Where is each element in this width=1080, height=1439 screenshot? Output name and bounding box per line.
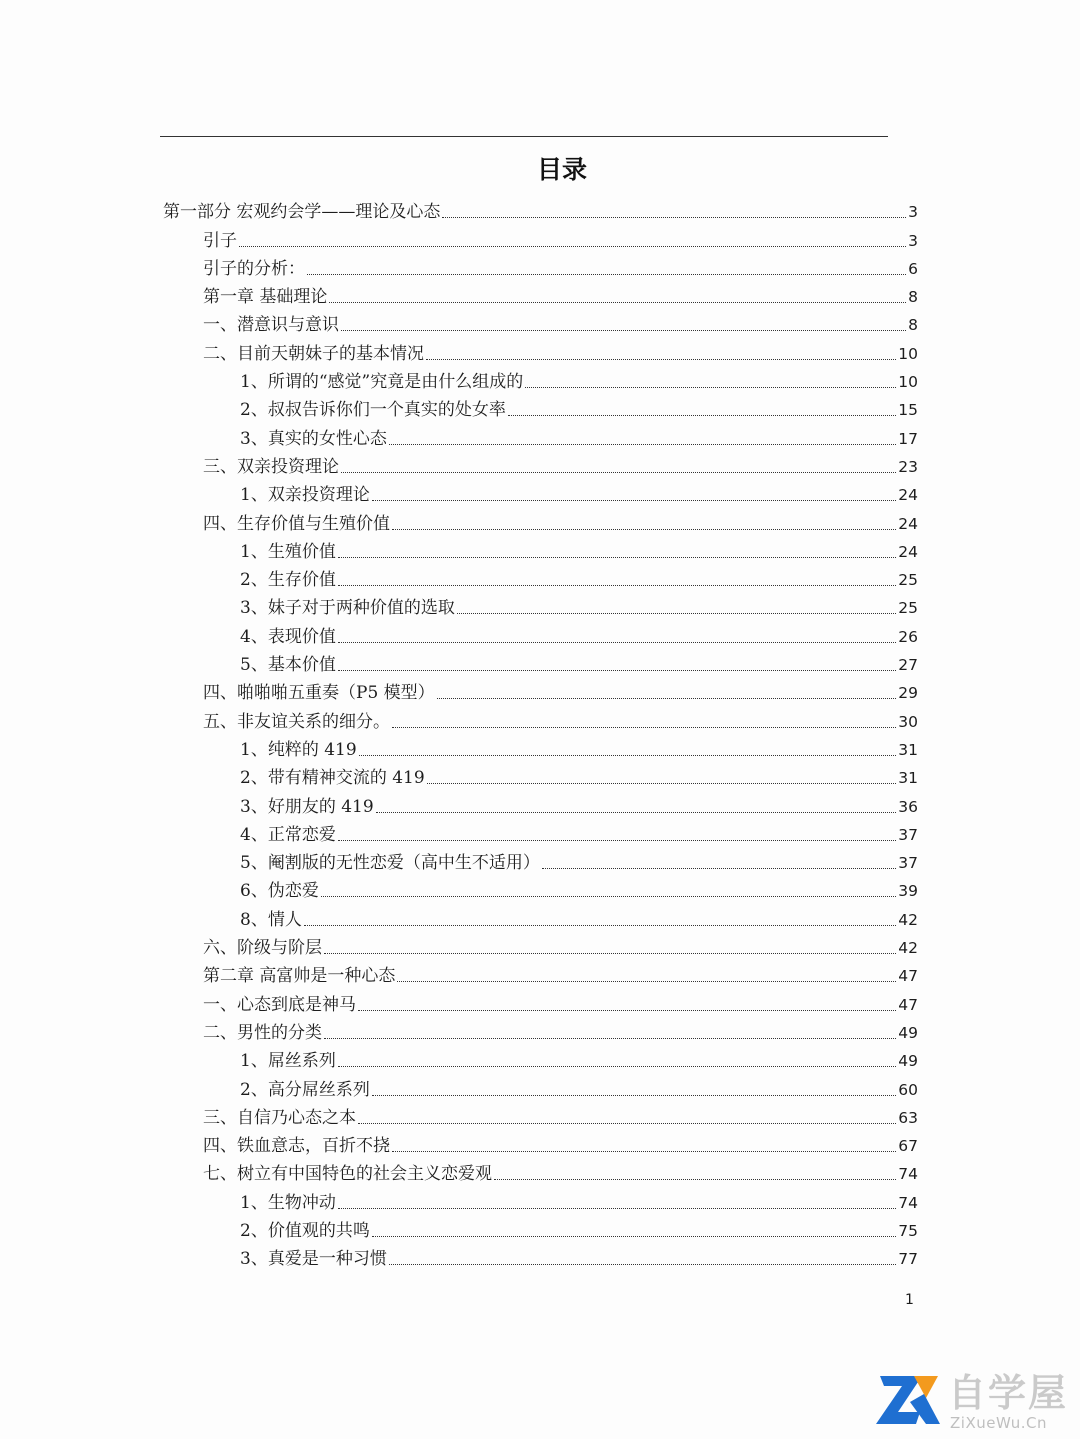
toc-entry-title: 五、非友谊关系的细分。 (203, 711, 390, 732)
toc-entry-page: 8 (908, 316, 918, 335)
watermark-text: 自学屋 (948, 1371, 1069, 1415)
toc-entry-page: 77 (898, 1250, 918, 1269)
toc-leader-dots (397, 981, 896, 982)
toc-entry[interactable] (163, 788, 918, 816)
toc-leader-dots (341, 472, 896, 473)
toc-leader-dots (239, 246, 906, 247)
toc-entry[interactable] (163, 420, 918, 448)
toc-entry[interactable] (163, 760, 918, 788)
toc-entry-page: 39 (898, 882, 918, 901)
toc-leader-dots (457, 613, 896, 614)
toc-leader-dots (389, 444, 896, 445)
toc-entry-title: 8、情人 (240, 909, 302, 930)
toc-entry-title: 1、纯粹的 419 (240, 739, 357, 760)
toc-leader-dots (358, 1123, 896, 1124)
toc-entry[interactable] (163, 335, 918, 363)
toc-entry[interactable] (163, 251, 918, 279)
toc-entry-page: 3 (908, 231, 918, 250)
toc-leader-dots (338, 585, 896, 586)
toc-entry-page: 17 (898, 429, 918, 448)
toc-entry[interactable] (163, 618, 918, 646)
toc-entry[interactable] (163, 1241, 918, 1269)
toc-entry-page: 67 (898, 1137, 918, 1156)
toc-entry-page: 26 (898, 627, 918, 646)
toc-leader-dots (392, 1151, 896, 1152)
toc-entry-title: 3、好朋友的 419 (240, 796, 374, 817)
toc-entry[interactable] (163, 958, 918, 986)
toc-entry-title: 1、屌丝系列 (240, 1051, 336, 1072)
toc-entry-page: 49 (898, 1052, 918, 1071)
toc-entry-page: 75 (898, 1221, 918, 1240)
toc-entry-title: 3、妹子对于两种价值的选取 (240, 598, 455, 619)
toc-leader-dots (324, 1038, 896, 1039)
toc-entry-page: 60 (898, 1080, 918, 1099)
toc-entry-title: 七、树立有中国特色的社会主义恋爱观 (203, 1164, 492, 1185)
toc-entry-page: 25 (898, 571, 918, 590)
toc-entry[interactable] (163, 364, 918, 392)
toc-leader-dots (341, 330, 906, 331)
toc-entry-title: 六、阶级与阶层 (203, 938, 322, 959)
toc-leader-dots (338, 840, 896, 841)
toc-leader-dots (427, 783, 897, 784)
toc-entry-page: 42 (898, 939, 918, 958)
table-of-contents (163, 194, 918, 1269)
toc-entry[interactable] (163, 1043, 918, 1071)
toc-entry[interactable] (163, 1100, 918, 1128)
toc-leader-dots (494, 1179, 896, 1180)
toc-leader-dots (358, 1010, 896, 1011)
toc-entry[interactable] (163, 647, 918, 675)
toc-leader-dots (304, 925, 896, 926)
toc-entry[interactable] (163, 279, 918, 307)
toc-leader-dots (392, 529, 896, 530)
toc-entry[interactable] (163, 845, 918, 873)
toc-entry[interactable] (163, 1015, 918, 1043)
toc-leader-dots (426, 359, 896, 360)
watermark-url: ZiXueWu.Cn (950, 1414, 1048, 1432)
toc-entry[interactable] (163, 534, 918, 562)
toc-entry-title: 一、心态到底是神马 (203, 994, 356, 1015)
toc-entry-page: 36 (898, 797, 918, 816)
toc-entry[interactable] (163, 392, 918, 420)
toc-leader-dots (372, 500, 896, 501)
toc-entry-title: 4、表现价值 (240, 626, 336, 647)
toc-entry-title: 2、生存价值 (240, 570, 336, 591)
toc-entry-page: 24 (898, 486, 918, 505)
toc-entry[interactable] (163, 817, 918, 845)
toc-entry[interactable] (163, 901, 918, 929)
toc-leader-dots (307, 274, 906, 275)
toc-entry[interactable] (163, 194, 918, 222)
toc-entry[interactable] (163, 562, 918, 590)
toc-entry-page: 24 (898, 514, 918, 533)
toc-title: 目录 (536, 155, 587, 184)
toc-leader-dots (372, 1095, 896, 1096)
toc-entry-title: 三、自信乃心态之本 (203, 1107, 356, 1128)
toc-entry-page: 10 (898, 344, 918, 363)
toc-entry-page: 47 (898, 967, 918, 986)
toc-entry[interactable] (163, 1184, 918, 1212)
toc-entry-title: 一、潜意识与意识 (203, 315, 339, 336)
toc-entry-title: 1、生物冲动 (240, 1192, 336, 1213)
toc-leader-dots (508, 415, 896, 416)
toc-leader-dots (442, 217, 906, 218)
toc-entry-page: 31 (898, 740, 918, 759)
toc-entry[interactable] (163, 675, 918, 703)
toc-entry-title: 三、双亲投资理论 (203, 456, 339, 477)
toc-entry-page: 49 (898, 1023, 918, 1042)
toc-entry-title: 5、基本价值 (240, 655, 336, 676)
toc-entry[interactable] (163, 307, 918, 335)
toc-entry-title: 2、带有精神交流的 419 (240, 768, 425, 789)
toc-entry-page: 37 (898, 825, 918, 844)
toc-entry-title: 引子 (203, 230, 237, 251)
toc-entry-page: 8 (908, 288, 918, 307)
toc-leader-dots (338, 642, 896, 643)
toc-leader-dots (542, 868, 896, 869)
toc-entry-page: 47 (898, 995, 918, 1014)
toc-entry-page: 63 (898, 1108, 918, 1127)
toc-leader-dots (389, 1264, 896, 1265)
toc-entry-title: 2、价值观的共鸣 (240, 1220, 370, 1241)
toc-entry-page: 6 (908, 259, 918, 278)
toc-leader-dots (359, 755, 897, 756)
toc-entry[interactable] (163, 873, 918, 901)
toc-leader-dots (338, 557, 896, 558)
toc-entry-page: 25 (898, 599, 918, 618)
toc-entry[interactable] (163, 1213, 918, 1241)
toc-entry-page: 74 (898, 1165, 918, 1184)
toc-entry[interactable] (163, 732, 918, 760)
toc-entry-page: 23 (898, 457, 918, 476)
toc-entry[interactable] (163, 222, 918, 250)
toc-leader-dots (372, 1236, 896, 1237)
toc-entry-page: 31 (898, 769, 918, 788)
toc-entry-title: 1、双亲投资理论 (240, 485, 370, 506)
toc-entry-title: 3、真爱是一种习惯 (240, 1249, 387, 1270)
toc-entry-title: 2、叔叔告诉你们一个真实的处女率 (240, 400, 506, 421)
toc-leader-dots (338, 1066, 896, 1067)
toc-entry-title: 四、生存价值与生殖价值 (203, 513, 390, 534)
zx-logo-icon (876, 1370, 940, 1428)
toc-entry-title: 引子的分析： (203, 258, 305, 279)
toc-leader-dots (525, 387, 896, 388)
toc-entry[interactable] (163, 505, 918, 533)
toc-entry-title: 第一章 基础理论 (203, 287, 328, 308)
toc-entry-page: 15 (898, 401, 918, 420)
toc-entry-page: 24 (898, 542, 918, 561)
toc-entry[interactable] (163, 930, 918, 958)
toc-leader-dots (321, 896, 896, 897)
toc-entry-title: 4、正常恋爱 (240, 824, 336, 845)
toc-entry-title: 1、生殖价值 (240, 541, 336, 562)
toc-entry[interactable] (163, 590, 918, 618)
toc-entry-page: 27 (898, 656, 918, 675)
toc-entry-page: 30 (898, 712, 918, 731)
toc-entry-title: 6、伪恋爱 (240, 881, 319, 902)
toc-leader-dots (437, 698, 897, 699)
toc-entry[interactable] (163, 449, 918, 477)
toc-entry[interactable] (163, 477, 918, 505)
toc-leader-dots (338, 1208, 896, 1209)
page-number: 1 (905, 1292, 914, 1308)
toc-entry-page: 3 (908, 203, 918, 222)
header-rule (160, 136, 888, 137)
toc-entry-title: 3、真实的女性心态 (240, 428, 387, 449)
toc-entry-title: 第一部分 宏观约会学——理论及心态 (163, 202, 441, 223)
toc-entry-title: 5、阉割版的无性恋爱（高中生不适用） (240, 853, 540, 874)
toc-entry-title: 第二章 高富帅是一种心态 (203, 966, 396, 987)
toc-entry-title: 四、啪啪啪五重奏（P5 模型） (203, 683, 435, 704)
toc-entry[interactable] (163, 1156, 918, 1184)
toc-entry[interactable] (163, 1071, 918, 1099)
toc-leader-dots (329, 302, 906, 303)
watermark (876, 1362, 1076, 1436)
toc-leader-dots (338, 670, 896, 671)
toc-entry-page: 29 (898, 684, 918, 703)
toc-entry-title: 二、男性的分类 (203, 1022, 322, 1043)
toc-entry-title: 1、所谓的“感觉”究竟是由什么组成的 (240, 372, 524, 393)
toc-entry-title: 四、铁血意志，百折不挠 (203, 1136, 390, 1157)
toc-entry[interactable] (163, 1128, 918, 1156)
toc-entry-page: 42 (898, 910, 918, 929)
toc-entry[interactable] (163, 986, 918, 1014)
toc-entry-title: 二、目前天朝妹子的基本情况 (203, 343, 424, 364)
toc-entry-page: 74 (898, 1193, 918, 1212)
toc-leader-dots (324, 953, 896, 954)
toc-entry-title: 2、高分屌丝系列 (240, 1079, 370, 1100)
toc-leader-dots (392, 727, 896, 728)
toc-leader-dots (376, 812, 897, 813)
toc-entry-page: 10 (898, 373, 918, 392)
toc-entry-page: 37 (898, 854, 918, 873)
toc-entry[interactable] (163, 703, 918, 731)
